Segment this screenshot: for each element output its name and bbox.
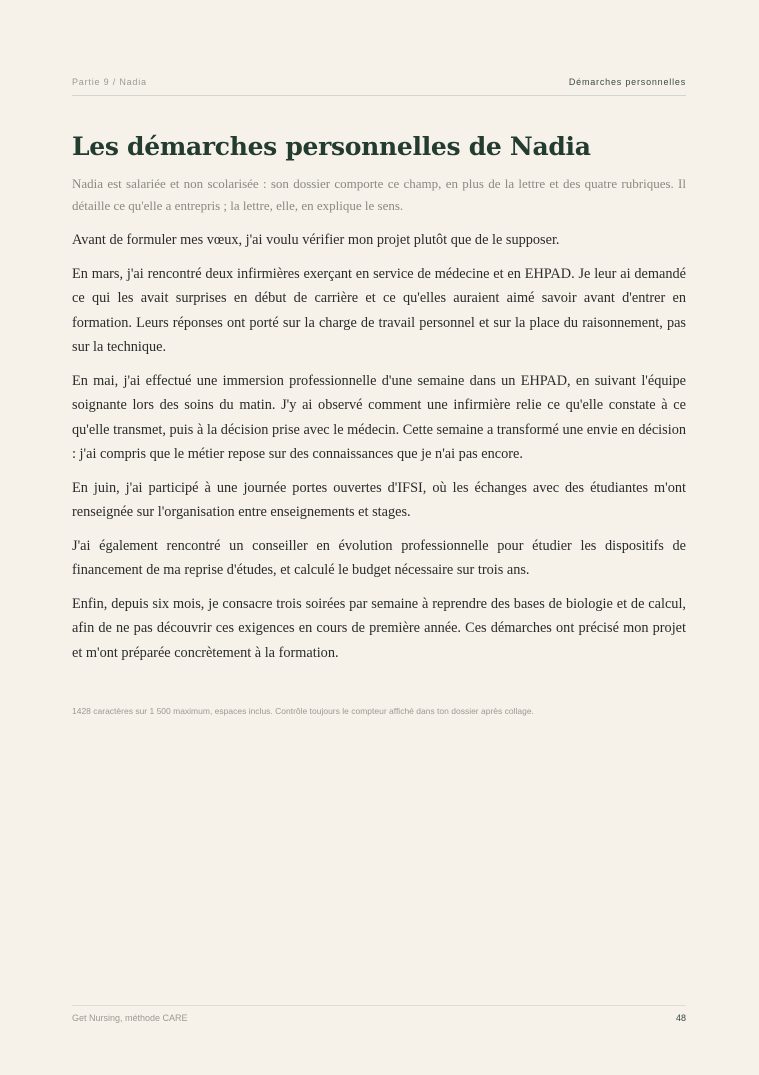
letter-body: [72, 228, 686, 674]
page-title: Les démarches personnelles de Nadia: [72, 132, 591, 161]
running-footer: [72, 1005, 686, 1023]
header-chapter-label: Démarches personnelles: [568, 77, 686, 87]
document-page: [72, 0, 686, 1075]
body-paragraph: Avant de formuler mes vœux, j'ai voulu vérifier mon projet plutôt que de le supposer.: [72, 232, 560, 248]
footer-book-title: Get Nursing, méthode CARE: [72, 1013, 188, 1023]
character-count-note: 1428 caractères sur 1 500 maximum, espaces inclus. Contrôle toujours le compteur affiché dans ton dossier après collage.: [72, 706, 534, 716]
body-paragraph: Enfin, depuis six mois, je consacre trois soirées par semaine à reprendre des bases de biologie et de calcul, afin de ne pas découvrir ces exigences en cours de première année. Ces démarches ont précisé mon projet et m'ont préparée concrètement à la formation.: [72, 595, 686, 661]
body-paragraph: En juin, j'ai participé à une journée portes ouvertes d'IFSI, où les échanges avec des étudiantes m'ont renseignée sur l'organisation entre enseignements et stages.: [72, 479, 686, 520]
header-section-label: Partie 9 / Nadia: [72, 77, 147, 87]
body-paragraph: En mars, j'ai rencontré deux infirmières exerçant en service de médecine et en EHPAD. Je leur ai demandé ce qui les avait surprises en début de carrière et ce qu'elles auraient aimé savoir avant d'entrer en formation. Leurs réponses ont porté sur la charge de travail personnel et sur la place du raisonnement, pas sur la technique.: [72, 265, 686, 355]
intro-paragraph: Nadia est salariée et non scolarisée : son dossier comporte ce champ, en plus de la lettre et des quatre rubriques. Il détaille ce qu'elle a entrepris ; la lettre, elle, en explique le sens.: [72, 176, 686, 213]
page-number: 48: [675, 1013, 686, 1023]
running-header: [72, 75, 686, 96]
body-paragraph: En mai, j'ai effectué une immersion professionnelle d'une semaine dans un EHPAD, en suivant l'équipe soignante lors des soins du matin. J'y ai observé comment une infirmière relie ce qu'elle constate à ce qu'elle transmet, puis à la décision prise avec le médecin. Cette semaine a transformé une envie en décision : j'ai compris que le métier repose sur des connaissances que je n'ai pas encore.: [72, 372, 686, 462]
body-paragraph: J'ai également rencontré un conseiller en évolution professionnelle pour étudier les dispositifs de financement de ma reprise d'études, et calculé le budget nécessaire sur trois ans.: [72, 537, 686, 578]
